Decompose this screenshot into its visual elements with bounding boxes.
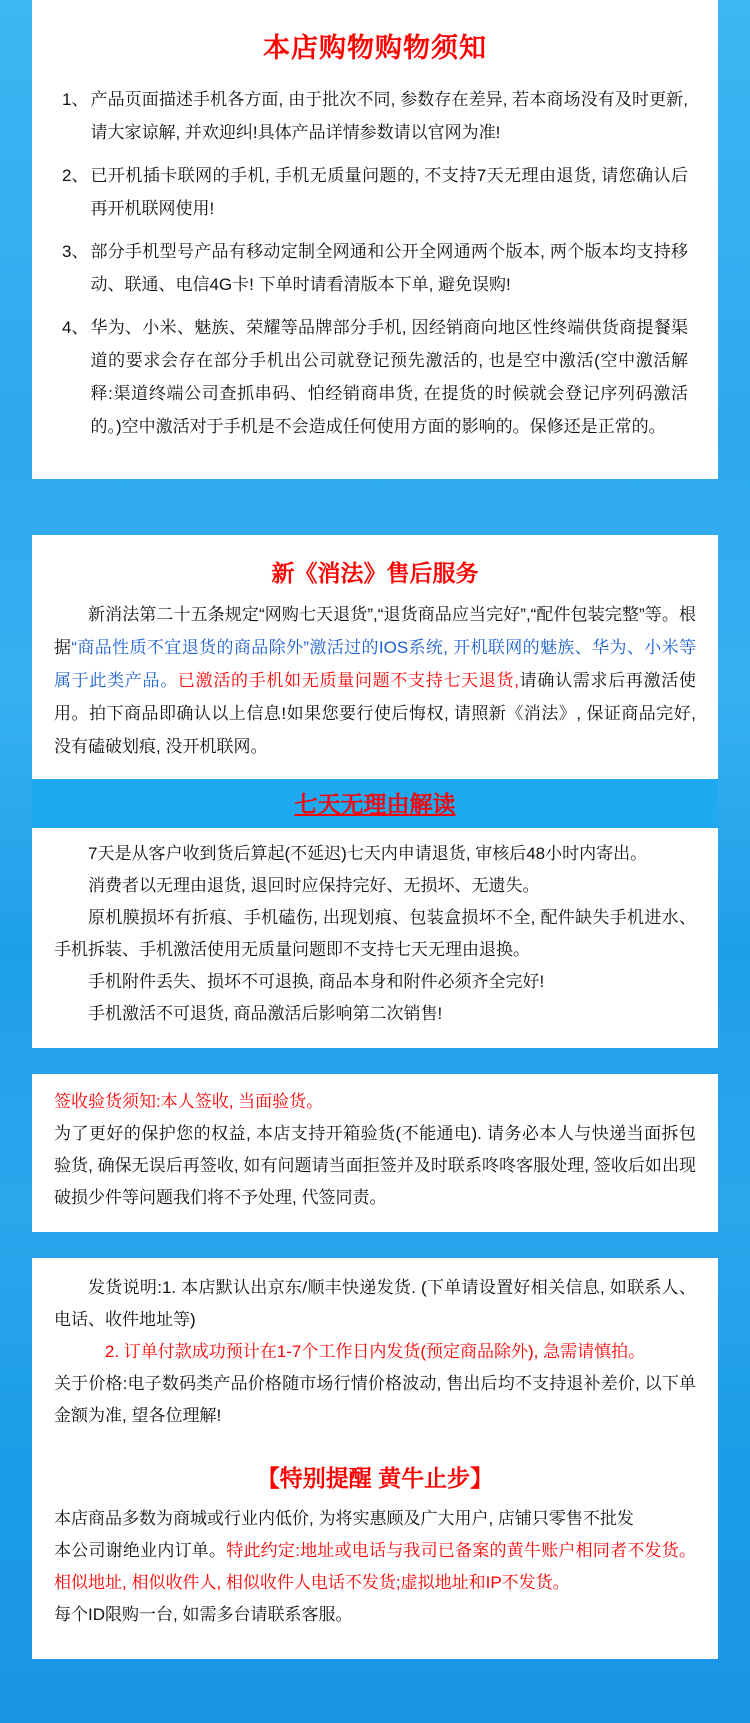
shipping-section [32,1258,718,1659]
list-item [62,83,688,149]
sign-notice-body: 为了更好的保护您的权益, 本店支持开箱验货(不能通电). 请务必本人与快递当面拆包验货, 确保无误后再签收, 如有问题请当面拒签并及时联系咚咚客服处理, 签收后如出现破损少件等问题我们将不予处理, 代签同责。 [54,1124,696,1207]
shipping-lines [32,1262,718,1446]
notice-section [32,0,718,479]
list-item: 手机激活不可退货, 商品激活后影响第二次销售! [88,1004,443,1023]
after-sale-section [32,535,718,1048]
special-line-2 [54,1535,696,1599]
rule-text: 产品页面描述手机各方面, 由于批次不同, 参数存在差异, 若本商场没有及时更新, 请大家谅解, 并欢迎纠!具体产品详情参数请以官网为准! [90,90,688,142]
seven-day-lines [32,828,718,1044]
special-line-2-red: 特此约定:地址或电话与我司已备案的黄牛账户相同者不发货。相似地址, 相似收件人, 相似收件人电话不发货;虚拟地址和IP不发货。 [54,1541,696,1592]
list-item: 消费者以无理由退货, 退回时应保持完好、无损坏、无遗失。 [88,876,540,895]
section-gap [0,1048,750,1074]
list-item: 手机附件丢失、损坏不可退换, 商品本身和附件必须齐全完好! [88,972,545,991]
rule-text: 部分手机型号产品有移动定制全网通和公开全网通两个版本, 两个版本均支持移动、联通、电信4G卡! 下单时请看清版本下单, 避免误购! [90,242,688,294]
after-sale-seg4: 请确认需求后再激活使用。拍下商品即确认以上信息!如果您要行使后悔权, 请照新《消法》, 保证商品完好, 没有磕破划痕, 没开机联网。 [54,671,697,756]
shipping-line-3: 关于价格:电子数码类产品价格随市场行情价格波动, 售出后均不支持退补差价, 以下单金额为准, 望各位理解! [54,1374,696,1425]
rules-list [32,77,718,475]
sign-notice-section [32,1074,718,1232]
list-item [62,311,688,443]
rule-text: 华为、小米、魅族、荣耀等品牌部分手机, 因经销商向地区性终端供货商提餐渠道的要求会存在部分手机出公司就登记预先激活的, 也是空中激活(空中激活解释:渠道终端公司查抓串码、怕经销商串货, 在提货的时候就会登记序列码激活的。)空中激活对于手机是不会造成任何使用方面的影响的。保修还是正常的。 [90,318,688,436]
special-line-2-text: 本公司谢绝业内订单。 [54,1541,227,1560]
sign-notice-body-wrap [32,1118,718,1228]
section-gap [0,479,750,535]
special-body [32,1503,718,1655]
list-item: 原机膜损坏有折痕、手机磕伤, 出现划痕、包装盒损坏不全, 配件缺失手机进水、手机拆装、手机激活使用无质量问题即不支持七天无理由退换。 [54,908,696,959]
after-sale-seg1: 新消法第二十五条规定“网购七天退货”,“退货商品应当完好”,“配件包装完整”等。根据 [54,605,696,657]
special-line-1 [54,1503,696,1535]
list-item [62,235,688,301]
rule-number: 3、 [62,242,89,261]
page-title: 本店购物购物须知 [263,33,487,63]
list-item: 7天是从客户收到货后算起(不延迟)七天内申请退货, 审核后48小时内寄出。 [88,844,648,863]
special-line-1-text: 本店商品多数为商城或行业内低价, 为将实惠顾及广大用户, 店铺只零售不批发 [54,1509,634,1528]
list-item [62,159,688,225]
seven-day-banner-label: 七天无理由解读 [294,791,456,817]
after-sale-title: 新《消法》售后服务 [271,560,479,586]
after-sale-body [32,598,718,779]
shipping-line-2: 2. 订单付款成功预计在1-7个工作日内发货(预定商品除外), 急需请慎拍。 [104,1342,646,1361]
rule-text: 已开机插卡联网的手机, 手机无质量问题的, 不支持7天无理由退货, 请您确认后再开机联网使用! [90,166,688,218]
after-sale-seg3: 已激活的手机如无质量问题不支持七天退货, [177,671,519,690]
seven-day-banner [32,779,718,828]
section-gap [0,1232,750,1258]
rule-number: 2、 [62,166,89,185]
rule-number: 1、 [62,90,89,109]
sign-notice-title: 签收验货须知:本人签收, 当面验货。 [54,1092,324,1111]
rule-number: 4、 [62,318,89,337]
shipping-line-1: 发货说明:1. 本店默认出京东/顺丰快递发货. (下单请设置好相关信息, 如联系人、电话、收件地址等) [54,1278,696,1329]
special-title: 【特别提醒 黄牛止步】 [256,1465,494,1491]
after-sale-seg2: “商品性质不宜退货的商品除外”激活过的IOS系统, 开机联网的魅族、华为、小米等属于此类产品。 [54,638,697,690]
special-line-3: 每个ID限购一台, 如需多台请联系客服。 [54,1605,353,1624]
